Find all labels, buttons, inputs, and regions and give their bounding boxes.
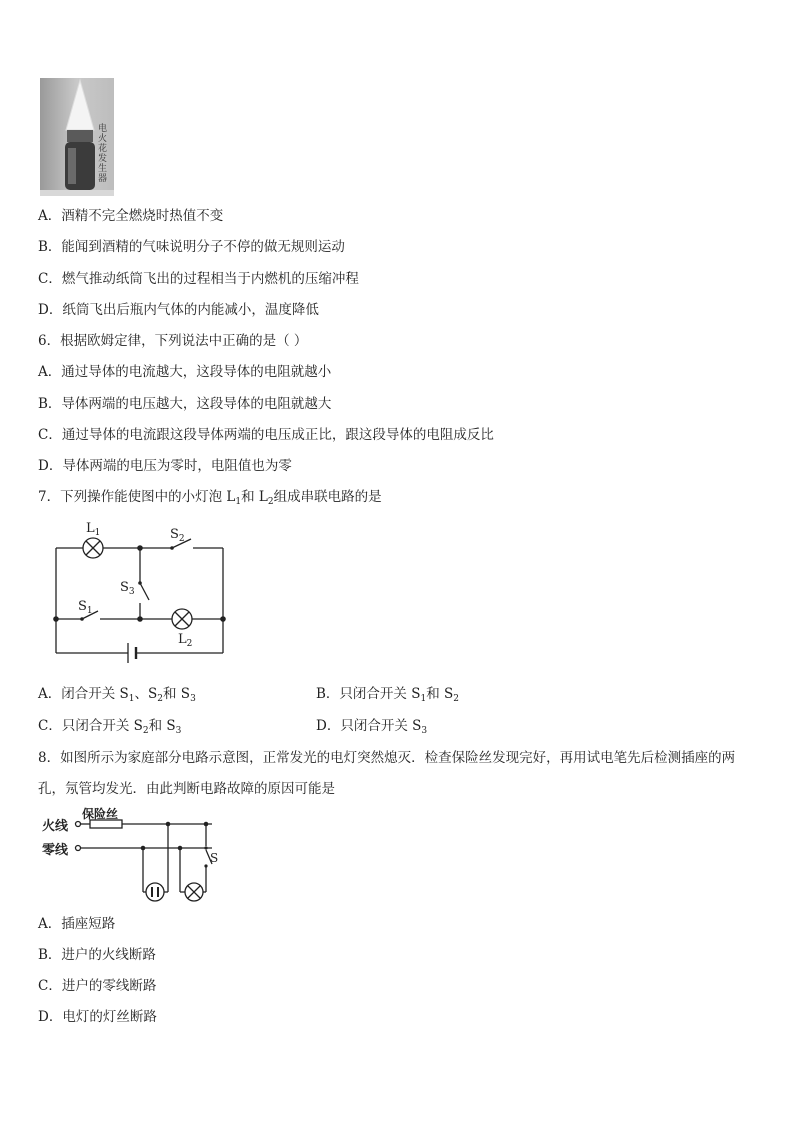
q8-option-d: D．电灯的灯丝断路: [38, 1009, 157, 1025]
q5-option-b: B．能闻到酒精的气味说明分子不停的做无规则运动: [38, 239, 345, 255]
q6-option-a: A．通过导体的电流越大，这段导体的电阻就越小: [38, 364, 332, 380]
svg-text:S1: $S_1$: [78, 599, 93, 616]
household-circuit-diagram: [40, 806, 230, 908]
q8-option-a: A．插座短路: [38, 916, 116, 932]
q7-option-a: A．闭合开关 $S_1$、$S_2$和 $S_3$: [38, 686, 196, 704]
svg-text:S3: $S_3$: [120, 580, 135, 597]
svg-text:零线: 零线: [42, 843, 69, 858]
q6-option-c: C．通过导体的电流跟这段导体两端的电压成正比，跟这段导体的电阻成反比: [38, 427, 494, 443]
svg-text:S2: $S_2$: [170, 527, 185, 544]
svg-text:保险丝: 保险丝: [82, 807, 119, 821]
svg-text:L2: $L_2$: [178, 632, 193, 649]
q5-option-a: A．酒精不完全燃烧时热值不变: [38, 208, 224, 224]
spark-generator-photo: [40, 78, 114, 196]
q6-option-d: D．导体两端的电压为零时，电阻值也为零: [38, 458, 292, 474]
q8-stem-line-1: 8．如图所示为家庭部分电路示意图，正常发光的电灯突然熄灭．检查保险丝发现完好，再用试电笔先后检测插座的两: [38, 750, 736, 766]
svg-text:L1: $L_1$: [86, 521, 101, 538]
svg-text:火线: 火线: [42, 819, 69, 834]
q5-option-c: C．燃气推动纸筒飞出的过程相当于内燃机的压缩冲程: [38, 271, 359, 287]
q8-option-c: C．进户的零线断路: [38, 978, 157, 994]
q8-stem-line-2: 孔，氖管均发光．由此判断电路故障的原因可能是: [38, 781, 335, 797]
q7-stem: 7．下列操作能使图中的小灯泡 $L_1$和 $L_2$组成串联电路的是: [38, 489, 382, 507]
photo-caption: 电火花发生器: [98, 124, 108, 184]
q7-option-d: D．只闭合开关 $S_3$: [316, 718, 428, 736]
q7-option-b: B．只闭合开关 $S_1$和 $S_2$: [316, 686, 459, 704]
q5-option-d: D．纸筒飞出后瓶内气体的内能减小，温度降低: [38, 302, 319, 318]
q7-option-c: C．只闭合开关 $S_2$和 $S_3$: [38, 718, 182, 736]
q6-stem: 6．根据欧姆定律，下列说法中正确的是（ ）: [38, 333, 308, 349]
svg-text:S: S: [210, 851, 219, 865]
q8-option-b: B．进户的火线断路: [38, 947, 156, 963]
q6-option-b: B．导体两端的电压越大，这段导体的电阻就越大: [38, 396, 332, 412]
series-circuit-diagram: [48, 515, 238, 670]
